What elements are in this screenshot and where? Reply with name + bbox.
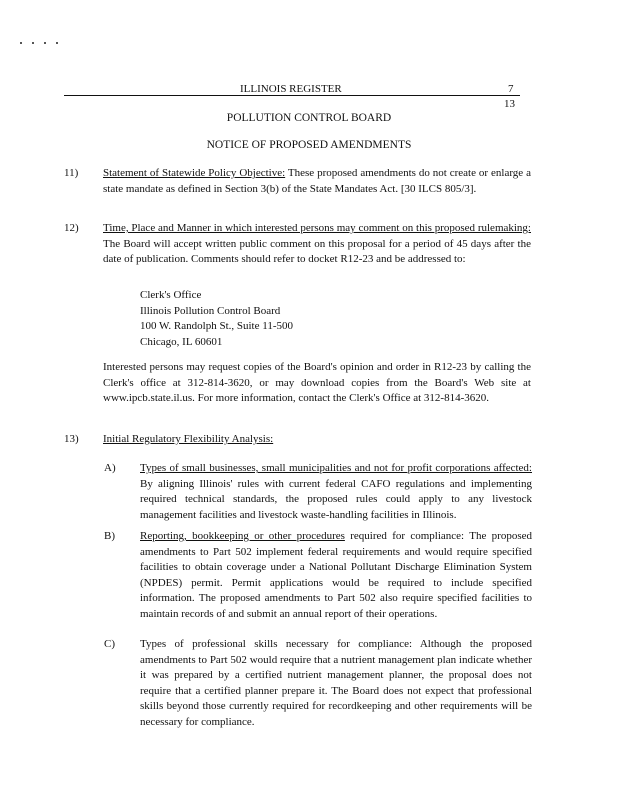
sub-c-text: Although the proposed amendments to Part 502 would require that a nutrient management plan indicate whether it was prepared by a certified nutrient management planner, the proposal does not require that a certified planner prepare it. The Board does not expect that professional skills beyond those currently required for recordkeeping and other requirements will be necessary for compliance. <box>140 638 533 728</box>
address-line: Clerk's Office <box>140 289 202 301</box>
item-12-followup-text: Interested persons may request copies of the Board's opinion and order in R12-23 by calling the Clerk's office at 312-814-3620, or may download copies from the Board's Web site at www.ipcb.state.il.us. For more information, contact the Clerk's Office at 312-814-3620. <box>103 361 531 404</box>
sub-b-paragraph <box>140 529 532 622</box>
sub-a-text: By aligning Illinois' rules with current federal CAFO regulations and implementing required technical standards, the proposed rules could apply to any livestock management facilities and livestock waste-handling facilities in Illinois. <box>140 477 532 521</box>
item-12-text: The Board will accept written public comment on this proposal for a period of 45 days after the date of publication. Comments should refer to docket R12-23 and be addressed to: <box>103 237 531 265</box>
item-11-number: 11) <box>64 167 79 179</box>
item-12-paragraph <box>103 221 531 268</box>
item-12-heading: Time, Place and Manner in which interested persons may comment on this proposed rulemaking: <box>103 222 531 234</box>
notice-title: NOTICE OF PROPOSED AMENDMENTS <box>206 139 412 151</box>
sub-a-paragraph <box>140 461 532 523</box>
item-11-text: These proposed amendments do not create or enlarge a state mandate as defined in Section 3(b) of the State Mandates Act. [30 ILCS 805/3]. <box>103 167 531 195</box>
item-13-heading-block <box>103 432 531 448</box>
issue-number: 13 <box>504 98 515 110</box>
sub-a-letter: A) <box>104 462 116 474</box>
item-12-number: 12) <box>64 222 79 234</box>
sub-b-heading-tail: required for compliance: <box>344 530 465 542</box>
sub-b-text: The proposed amendments to Part 502 implement federal requirements and would require specified facilities to obtain coverage under a National Pollutant Discharge Elimination System (NPDES) permit. Permit applications would be required to include specified information. The proposed amendments to Part 502 also require specified facilities to maintain records of and submit an annual report of their operations. <box>140 530 532 620</box>
scan-specks <box>20 34 68 50</box>
sub-c-paragraph <box>140 637 532 730</box>
sub-c-heading: Types of professional skills necessary for compliance: <box>140 638 413 650</box>
register-title: ILLINOIS REGISTER <box>240 83 342 95</box>
sub-c-letter: C) <box>104 638 115 650</box>
address-line: Chicago, IL 60601 <box>140 335 223 348</box>
sub-b-letter: B) <box>104 530 115 542</box>
volume-number: 7 <box>508 83 514 95</box>
item-12-followup <box>103 360 531 407</box>
item-13-heading: Initial Regulatory Flexibility Analysis: <box>103 433 274 445</box>
address-line: Illinois Pollution Control Board <box>140 304 281 317</box>
address-line: 100 W. Randolph St., Suite 11-500 <box>140 320 293 332</box>
item-11-heading: Statement of Statewide Policy Objective: <box>103 167 286 179</box>
sub-b-heading: Reporting, bookkeeping or other procedures <box>140 530 345 542</box>
mailing-address <box>140 288 440 350</box>
item-13-number: 13) <box>64 433 79 445</box>
item-11-paragraph <box>103 166 531 197</box>
agency-title: POLLUTION CONTROL BOARD <box>226 112 392 124</box>
sub-a-heading: Types of small businesses, small municipalities and not for profit corporations affected: <box>140 462 532 474</box>
